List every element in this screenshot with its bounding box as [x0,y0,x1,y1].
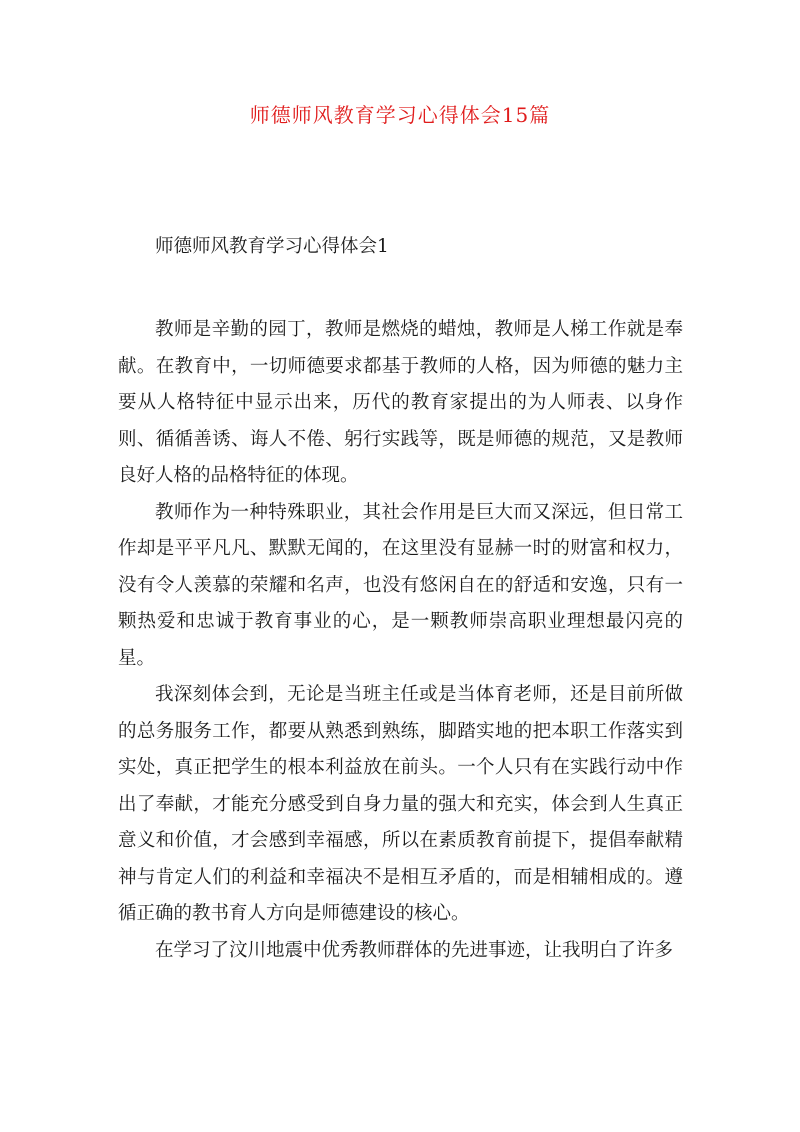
section-heading: 师德师风教育学习心得体会1 [155,236,389,257]
document-title: 师德师风教育学习心得体会15篇 [249,103,551,127]
body-text [118,312,683,969]
paragraph-1: 教师是辛勤的园丁，教师是燃烧的蜡烛，教师是人梯工作就是奉献。在教育中，一切师德要求都基于教师的人格，因为师德的魅力主要从人格特征中显示出来，历代的教育家提出的为人师表、以身作则、循循善诱、诲人不倦、躬行实践等，既是师德的规范，又是教师良好人格的品格特征的体现。 [118,319,683,486]
paragraph-3: 我深刻体会到，无论是当班主任或是当体育老师，还是目前所做的总务服务工作，都要从熟悉到熟练，脚踏实地的把本职工作落实到实处，真正把学生的根本利益放在前头。一个人只有在实践行动中作出了奉献，才能充分感受到自身力量的强大和充实，体会到人生真正意义和价值，才会感到幸福感，所以在素质教育前提下，提倡奉献精神与肯定人们的利益和幸福决不是相互矛盾的，而是相辅相成的。遵循正确的教书育人方向是师德建设的核心。 [118,684,683,924]
paragraph-4: 在学习了汶川地震中优秀教师群体的先进事迹，让我明白了许多 [155,939,674,961]
paragraph-2: 教师作为一种特殊职业，其社会作用是巨大而又深远，但日常工作却是平平凡凡、默默无闻的，在这里没有显赫一时的财富和权力，没有令人羡慕的荣耀和名声，也没有悠闲自在的舒适和安逸，只有一颗热爱和忠诚于教育事业的心，是一颗教师崇高职业理想最闪亮的星。 [118,501,683,669]
